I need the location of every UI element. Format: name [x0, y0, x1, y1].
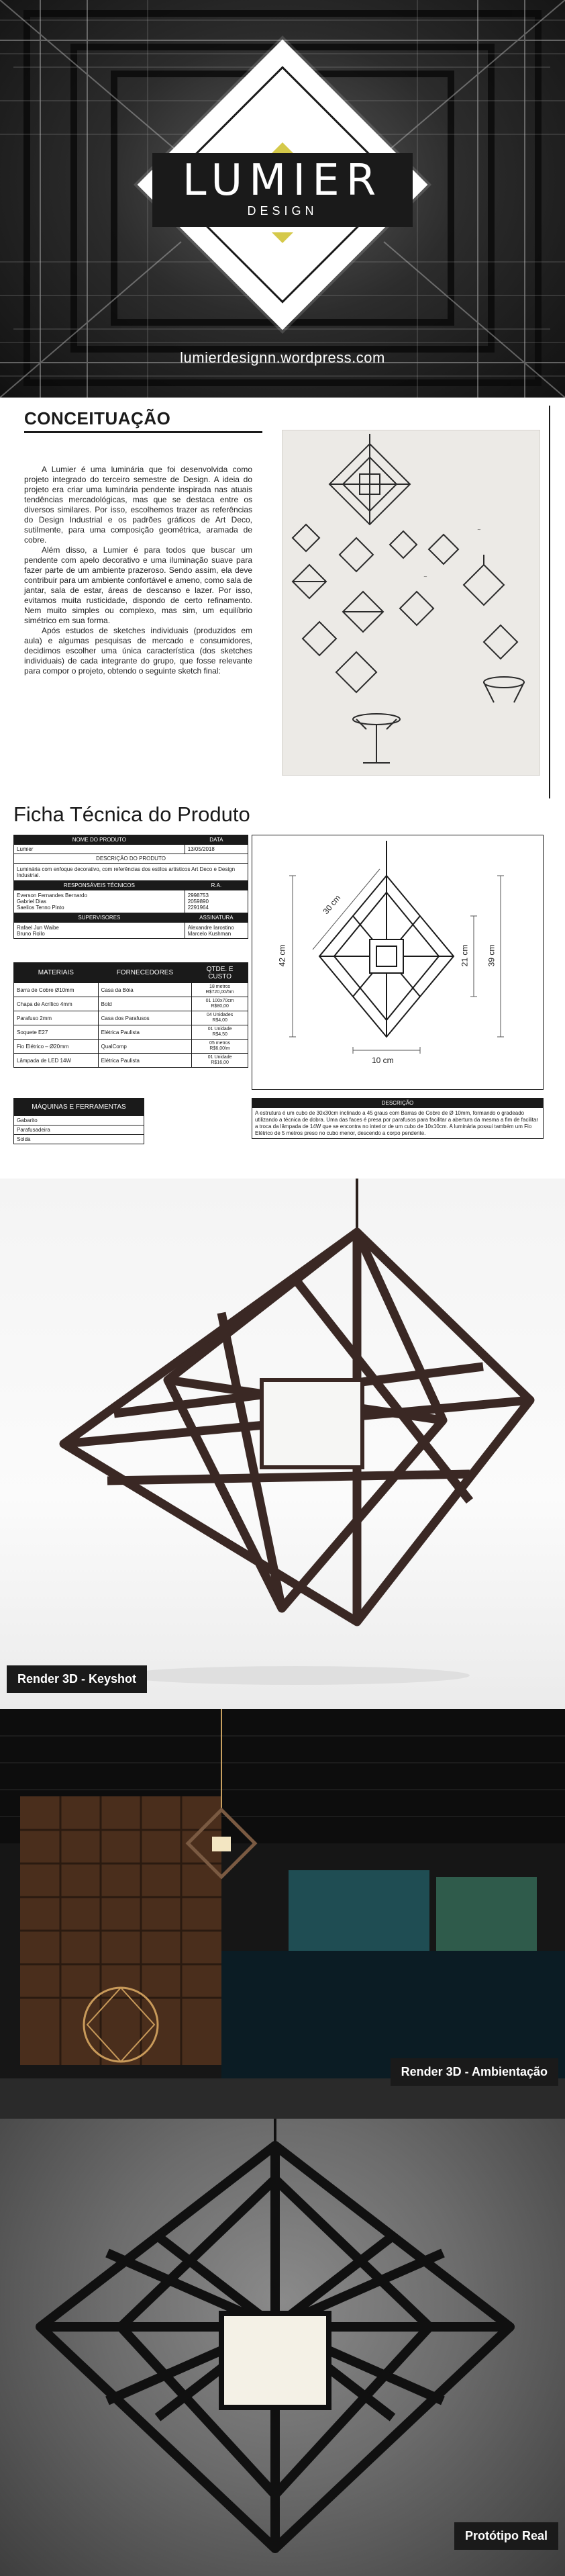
table-row	[14, 1011, 248, 1025]
dim-inner-height: 21 cm	[460, 944, 470, 967]
material-supplier: Casa da Bóia	[98, 983, 192, 997]
table-row	[14, 983, 248, 997]
machine-item: Solda	[14, 1135, 144, 1144]
concept-paragraph: Após estudos de sketches individuais (produzidos em aula) e algumas pesquisas de mercado e consumidores, decidimos escolher uma única característica (dos sketches individuais) de cada integrante do grupo, que fosse relevante para compor o projeto, obtendo o seguinte sketch final:	[24, 626, 252, 676]
render-ambient-label: Render 3D - Ambientação	[391, 2058, 558, 2086]
prototype-photo	[0, 2119, 565, 2576]
final-sketch-image	[282, 430, 540, 776]
sketch-drawing	[282, 430, 541, 776]
supervisors-right: Alexandre Iarostino Marcelo Kushman	[185, 923, 248, 939]
material-supplier: Elétrica Paulista	[98, 1025, 192, 1040]
materials-table	[13, 962, 248, 1068]
table-row	[14, 1025, 248, 1040]
material-supplier: Casa dos Parafusos	[98, 1011, 192, 1025]
logo-title: LUMIER	[182, 156, 383, 205]
logo-triangle-top	[272, 142, 293, 153]
description-header: DESCRIÇÃO	[252, 1099, 544, 1108]
concept-body	[24, 465, 252, 676]
material-supplier: Elétrica Paulista	[98, 1054, 192, 1068]
material-qty: 18 metros R$720,00/5m	[192, 983, 248, 997]
col-suppliers: FORNECEDORES	[98, 963, 192, 983]
resp-ras: 2998753 2059890 2291964	[185, 890, 248, 913]
technical-drawing-svg	[252, 835, 544, 1091]
dim-width: 39 cm	[486, 944, 497, 967]
material-supplier: Bold	[98, 997, 192, 1011]
technical-drawing	[252, 835, 544, 1090]
concept-paragraph: Além disso, a Lumier é para todos que buscar um pendente com apelo decorativo e uma iluminação suave para fazer parte de um ambiente prazeroso. Sendo assim, ela deve contribuir para um ambiente confortável e ameno, como sala de jantar, sala de estar, áreas de descanso e lazer. Por isso, evitamos muita rusticidade, dispondo de certo refinamento. Nem muito simples ou complexo, mas sim, um equilíbrio simétrico em sua forma.	[24, 545, 252, 625]
material-qty: 04 Unidades R$4,00	[192, 1011, 248, 1025]
logo-subtitle: DESIGN	[247, 204, 318, 218]
svg-text:~: ~	[477, 527, 481, 533]
machines-table	[13, 1098, 144, 1144]
svg-text:~: ~	[423, 574, 427, 580]
resp-names: Everson Fernandes Bernardo Gabriel Dias Saelios Tenno Pinto	[14, 890, 185, 913]
ra-header: R.A.	[185, 881, 248, 890]
material-item: Chapa de Acrílico 4mm	[14, 997, 99, 1011]
sup-header: SUPERVISORES	[14, 913, 185, 923]
logo-triangle-bottom	[272, 232, 293, 243]
section-title-ficha: Ficha Técnica do Produto	[13, 802, 250, 826]
table-row	[14, 1135, 144, 1144]
section-title-conceituacao: CONCEITUAÇÃO	[24, 408, 171, 428]
dim-base: 10 cm	[372, 1056, 394, 1065]
col-materials: MATERIAIS	[14, 963, 99, 983]
material-item: Soquete E27	[14, 1025, 99, 1040]
product-info-table	[13, 835, 248, 939]
dim-height: 42 cm	[277, 944, 287, 967]
desc-header: DESCRIÇÃO DO PRODUTO	[14, 854, 248, 864]
table-row	[14, 1054, 248, 1068]
real-prototype	[0, 2119, 565, 2576]
sign-header: ASSINATURA	[185, 913, 248, 923]
render-keyshot	[0, 1179, 565, 1709]
material-item: Barra de Cobre Ø10mm	[14, 983, 99, 997]
machine-item: Parafusadeira	[14, 1125, 144, 1135]
table-row	[14, 1040, 248, 1054]
material-item: Fio Elétrico – Ø20mm	[14, 1040, 99, 1054]
col-product-name: NOME DO PRODUTO	[14, 835, 185, 845]
resp-header: RESPONSÁVEIS TÉCNICOS	[14, 881, 185, 890]
material-item: Parafuso 2mm	[14, 1011, 99, 1025]
product-date: 13/05/2018	[185, 845, 248, 854]
render-ambient	[0, 1709, 565, 2119]
material-qty: 01 100x70cm R$80,00	[192, 997, 248, 1011]
title-underline	[24, 431, 262, 433]
keyshot-lamp-image	[0, 1179, 565, 1709]
material-qty: 05 metros R$6,00/m	[192, 1040, 248, 1054]
ambient-scene-image	[0, 1709, 565, 2119]
col-date: DATA	[185, 835, 248, 845]
render-keyshot-label: Render 3D - Keyshot	[7, 1665, 147, 1693]
table-row	[14, 1116, 144, 1125]
table-row	[14, 997, 248, 1011]
table-row	[14, 1125, 144, 1135]
machines-header: MÁQUINAS E FERRAMENTAS	[14, 1099, 144, 1116]
description-table	[252, 1098, 544, 1139]
vertical-divider	[549, 406, 550, 798]
description-text: A estrutura é um cubo de 30x30cm inclinado a 45 graus com Barras de Cobre de Ø 10mm, formando o gradeado utilizando a técnica de dobra. Uma das faces é presa por parafusos para facilitar a abertura da mesma a fim de facilitar a troca da lâmpada de 14W que se encontra no interior de um cubo de 10x10cm. A luminária possui também um Fio Elétrico de 5 metros preso no cubo menor, descendo a corpo pendente.	[252, 1108, 544, 1139]
material-item: Lâmpada de LED 14W	[14, 1054, 99, 1068]
product-name: Lumier	[14, 845, 185, 854]
concept-paragraph: A Lumier é uma luminária que foi desenvolvida como projeto integrado do terceiro semestre de Design. A ideia do projeto era criar uma luminária pendente inspirada nas atuais tendências mercadológicas, mas que se destaca entre os diversos similares. Por isso, escolhemos trazer as referências do Design Industrial e os padrões gráficos de Art Deco, sutilmente, para uma composição geométrica, aramada de cobre.	[24, 465, 252, 545]
product-description: Luminária com enfoque decorativo, com referências dos estilos artísticos Art Deco e Design Industrial.	[14, 864, 248, 881]
material-qty: 01 Unidade R$16,00	[192, 1054, 248, 1068]
hero-banner	[0, 0, 565, 398]
supervisors-left: Rafael Jun Waibe Bruno Rollo	[14, 923, 185, 939]
prototype-label: Protótipo Real	[454, 2522, 558, 2550]
dim-side: 30 cm	[321, 892, 343, 917]
col-qty-cost: QTDE. E CUSTO	[192, 963, 248, 983]
website-url[interactable]: lumierdesignn.wordpress.com	[180, 349, 385, 366]
material-supplier: QualComp	[98, 1040, 192, 1054]
material-qty: 01 Unidade R$4,50	[192, 1025, 248, 1040]
machine-item: Gabarito	[14, 1116, 144, 1125]
